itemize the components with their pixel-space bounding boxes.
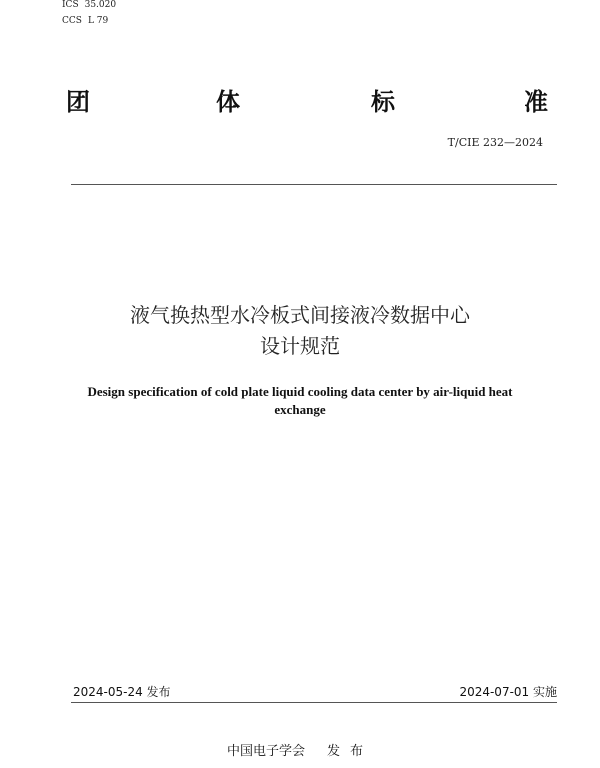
chinese-title (40, 300, 560, 362)
implement-date: 2024-07-01 实施 (459, 685, 557, 699)
ccs-label: CCS (62, 16, 82, 26)
publish-date: 2024-05-24 发布 (73, 685, 171, 699)
chinese-title-line-2: 设计规范 (260, 334, 340, 358)
publisher-name: 中国电子学会 (226, 744, 305, 759)
ccs-classification (62, 16, 108, 27)
standard-type-heading (66, 88, 554, 120)
ics-label: ICS (62, 0, 79, 10)
standard-type-char: 团 (66, 88, 90, 116)
standard-type-char: 准 (524, 88, 548, 116)
chinese-title-line-1: 液气换热型水冷板式间接液冷数据中心 (130, 303, 470, 327)
top-divider (71, 184, 557, 185)
ics-classification (62, 0, 116, 11)
standard-type-char: 体 (216, 88, 240, 116)
english-title: Design specification of cold plate liquid cooling data center by air-liquid heat exchange (87, 384, 513, 417)
standard-type-char: 标 (371, 88, 395, 116)
ics-code: 35.020 (84, 0, 117, 10)
ccs-code: L 79 (87, 16, 109, 26)
bottom-divider (71, 702, 557, 703)
publisher-action: 发布 (327, 744, 374, 759)
publisher (0, 744, 600, 760)
standard-number: T/CIE 232—2024 (447, 136, 543, 149)
